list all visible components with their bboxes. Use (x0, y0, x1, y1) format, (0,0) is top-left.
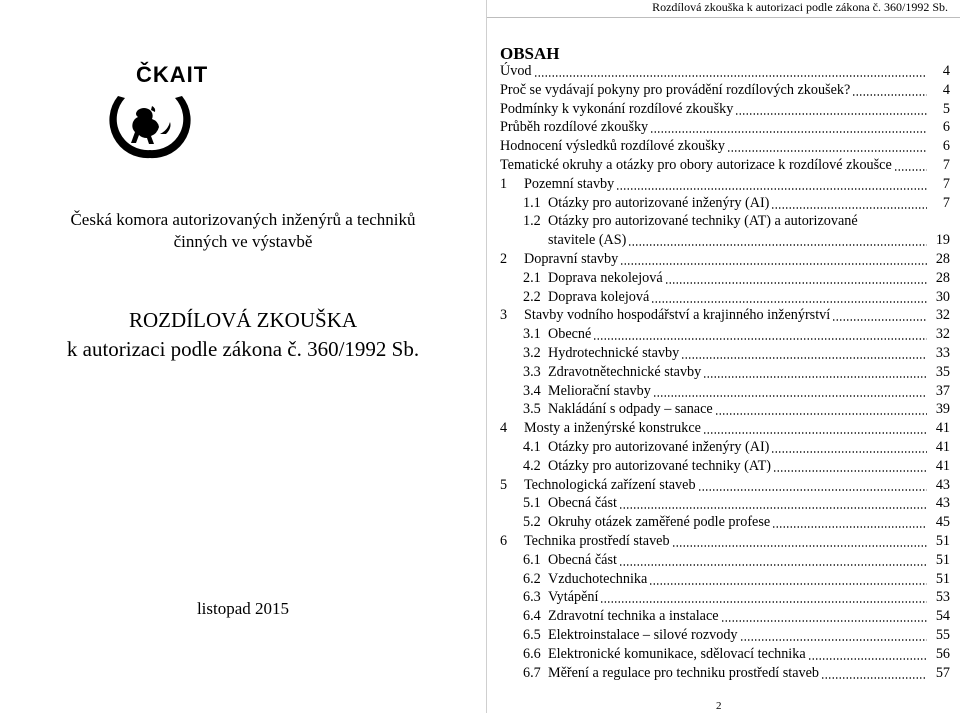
toc-dot-leader (616, 188, 927, 190)
toc-entry-title: Otázky pro autorizované techniky (AT) (548, 457, 771, 474)
toc-dot-leader (649, 583, 927, 585)
toc-heading: OBSAH (500, 44, 560, 63)
toc-entry-number: 3.1 (523, 326, 541, 343)
toc-entry[interactable] (500, 212, 950, 231)
toc-entry[interactable] (500, 532, 950, 551)
toc-entry[interactable] (500, 325, 950, 344)
toc-entry-page: 6 (942, 138, 950, 155)
toc-entry-title: Obecná část (548, 551, 617, 568)
toc-entry[interactable] (500, 175, 950, 194)
toc-entry-number: 5.2 (523, 514, 541, 531)
toc-entry-page: 6 (942, 119, 950, 136)
toc-dot-leader (681, 357, 927, 359)
toc-entry[interactable] (500, 194, 950, 213)
toc-entry[interactable] (500, 344, 950, 363)
toc-entry-number: 3.4 (523, 382, 541, 399)
toc-entry[interactable] (500, 363, 950, 382)
toc-entry-number: 3 (500, 307, 508, 324)
toc-dot-leader (672, 545, 927, 547)
toc-entry-title: Nakládání s odpady – sanace (548, 401, 713, 418)
toc-entry-title: Zdravotní technika a instalace (548, 608, 719, 625)
toc-dot-leader (620, 263, 927, 265)
toc-dot-leader (772, 526, 927, 528)
toc-entry-number: 3.2 (523, 344, 541, 361)
toc-entry[interactable] (500, 306, 950, 325)
toc-entry-page: 32 (935, 326, 950, 343)
toc-entry[interactable] (500, 250, 950, 269)
toc-entry-number: 4.1 (523, 438, 541, 455)
toc-entry-title: Doprava nekolejová (548, 269, 663, 286)
toc-entry-title: Úvod (500, 63, 532, 79)
toc-dot-leader (593, 338, 927, 340)
toc-dot-leader (894, 169, 927, 171)
toc-entry-page: 4 (942, 63, 950, 79)
running-header: Rozdílová zkouška k autorizaci podle zákona č. 360/1992 Sb. (652, 0, 948, 14)
toc-entry-page: 7 (942, 194, 950, 211)
header-rule (487, 17, 960, 18)
toc-dot-leader (703, 376, 927, 378)
document-title: ROZDÍLOVÁ ZKOUŠKA (128, 308, 358, 332)
toc-entry-number: 2.1 (523, 269, 541, 286)
ckait-lion-emblem-icon (108, 88, 192, 168)
toc-entry-page: 56 (935, 645, 950, 662)
toc-entry-title: Elektronické komunikace, sdělovací technika (548, 645, 806, 662)
toc-entry-title: Proč se vydávají pokyny pro provádění rozdílových zkoušek? (500, 81, 851, 98)
toc-entry[interactable] (500, 607, 950, 626)
toc-dot-leader (821, 677, 927, 679)
toc-entry-number: 2.2 (523, 288, 541, 305)
toc-entry-page: 51 (935, 532, 950, 549)
toc-entry-page: 55 (935, 626, 950, 643)
toc-dot-leader (727, 150, 927, 152)
toc-entry[interactable] (500, 288, 950, 307)
toc-entry-page: 51 (935, 570, 950, 587)
toc-dot-leader (619, 507, 927, 509)
toc-entry-page: 19 (935, 232, 950, 249)
toc-entry[interactable] (500, 231, 950, 250)
toc-dot-leader (665, 282, 927, 284)
toc-entry-page: 37 (935, 382, 950, 399)
toc-dot-leader (600, 601, 927, 603)
page-number: 2 (716, 700, 722, 712)
toc-entry-number: 4 (500, 420, 508, 437)
toc-entry-page: 4 (942, 81, 950, 98)
toc-entry-title: Zdravotnětechnické stavby (548, 363, 702, 380)
toc-dot-leader (832, 319, 927, 321)
toc-entry[interactable] (500, 81, 950, 100)
organization-line-2: činných ve výstavbě (173, 232, 313, 251)
toc-dot-leader (619, 564, 927, 566)
toc-entry-page: 43 (935, 476, 950, 493)
toc-entry[interactable] (500, 137, 950, 156)
toc-dot-leader (715, 413, 927, 415)
toc-entry-number: 3.5 (523, 401, 541, 418)
toc-entry-title: Mosty a inženýrské konstrukce (524, 420, 701, 437)
toc-entry[interactable] (500, 645, 950, 664)
toc-entry-title: Tematické okruhy a otázky pro obory autorizace k rozdílové zkoušce (500, 156, 892, 173)
toc-entry[interactable] (500, 570, 950, 589)
toc-entry[interactable] (500, 457, 950, 476)
toc-entry[interactable] (500, 588, 950, 607)
document-subtitle: k autorizaci podle zákona č. 360/1992 Sb. (66, 337, 420, 361)
toc-entry-page: 5 (942, 100, 950, 117)
toc-dot-leader (740, 639, 927, 641)
toc-entry-title: Hydrotechnické stavby (548, 344, 680, 361)
toc-entry-title: Vzduchotechnika (548, 570, 648, 587)
ckait-logo-text: ČKAIT (136, 62, 209, 87)
toc-dot-leader (721, 620, 927, 622)
toc-dot-leader (773, 470, 927, 472)
toc-entry[interactable] (500, 476, 950, 495)
organization-name (0, 209, 486, 253)
toc-entry-page: 7 (942, 156, 950, 173)
toc-entry-title: Hodnocení výsledků rozdílové zkoušky (500, 138, 725, 155)
toc-entry-page: 57 (935, 664, 950, 681)
toc-dot-leader (650, 131, 927, 133)
toc-entry[interactable] (500, 664, 950, 683)
toc-dot-leader (651, 301, 927, 303)
toc-entry-page: 51 (935, 551, 950, 568)
toc-entry[interactable] (500, 156, 950, 175)
toc-entry-title: Otázky pro autorizované inženýry (AI) (548, 438, 770, 455)
toc-entry[interactable] (500, 494, 950, 513)
toc-entry-number: 6.3 (523, 589, 541, 606)
toc-entry-page: 41 (935, 420, 950, 437)
toc-entry-page: 41 (935, 438, 950, 455)
toc-entry-page: 28 (935, 250, 950, 267)
toc-entry-title: Meliorační stavby (548, 382, 651, 399)
toc-entry-number: 6.6 (523, 645, 541, 662)
toc-entry-title: Okruhy otázek zaměřené podle profese (548, 514, 771, 531)
toc-entry-page: 32 (935, 307, 950, 324)
toc-dot-leader (628, 244, 927, 246)
page-divider (486, 0, 487, 713)
toc-entry-title: Doprava kolejová (548, 288, 650, 305)
toc-entry-title: Technika prostředí staveb (524, 532, 670, 549)
toc-entry-page: 41 (935, 457, 950, 474)
toc-dot-leader (698, 489, 927, 491)
toc-dot-leader (771, 207, 927, 209)
toc-entry-number: 6 (500, 532, 508, 549)
toc-entry-title: Obecné (548, 326, 592, 343)
toc-entry-page: 39 (935, 401, 950, 418)
toc-entry-title: Vytápění (548, 589, 599, 606)
toc-entry-page: 33 (935, 344, 950, 361)
toc-dot-leader (771, 451, 927, 453)
toc-dot-leader (852, 94, 927, 96)
toc-entry-number: 4.2 (523, 457, 541, 474)
toc-entry-title: Dopravní stavby (524, 250, 619, 267)
toc-entry-page: 54 (935, 608, 950, 625)
toc-entry[interactable] (500, 269, 950, 288)
toc-entry-number: 1.1 (523, 194, 541, 211)
toc-entry-page: 45 (935, 514, 950, 531)
toc-entry[interactable] (500, 551, 950, 570)
toc-entry-number: 5 (500, 476, 508, 493)
toc-entry-title: stavitele (AS) (548, 232, 627, 249)
toc-entry-number: 6.1 (523, 551, 541, 568)
toc-entry-title: Průběh rozdílové zkoušky (500, 119, 649, 136)
table-of-contents (500, 62, 950, 682)
toc-entry-number: 1.2 (523, 213, 541, 230)
toc-entry[interactable] (500, 100, 950, 119)
toc-entry-title: Technologická zařízení staveb (524, 476, 696, 493)
toc-entry-number: 6.2 (523, 570, 541, 587)
toc-entry[interactable] (500, 626, 950, 645)
toc-entry-number: 1 (500, 175, 508, 192)
toc-dot-leader (735, 113, 927, 115)
toc-entry-number: 2 (500, 250, 508, 267)
toc-entry-number: 3.3 (523, 363, 541, 380)
toc-entry-title: Elektroinstalace – silové rozvody (548, 626, 738, 643)
toc-entry-page: 53 (935, 589, 950, 606)
toc-dot-leader (703, 432, 927, 434)
toc-entry-page: 7 (942, 175, 950, 192)
toc-entry-page: 43 (935, 495, 950, 512)
toc-entry-title: Otázky pro autorizované techniky (AT) a autorizované (548, 213, 858, 230)
document-date: listopad 2015 (196, 599, 290, 618)
toc-entry[interactable] (500, 62, 950, 81)
toc-dot-leader (653, 395, 927, 397)
toc-entry-title: Stavby vodního hospodářství a krajinného inženýrství (524, 307, 831, 324)
toc-entry[interactable] (500, 438, 950, 457)
toc-dot-leader (808, 658, 927, 660)
toc-entry-page: 35 (935, 363, 950, 380)
toc-dot-leader (534, 75, 927, 77)
toc-entry-title: Otázky pro autorizované inženýry (AI) (548, 194, 770, 211)
toc-entry[interactable] (500, 419, 950, 438)
toc-entry-number: 6.4 (523, 608, 541, 625)
toc-entry-page: 30 (935, 288, 950, 305)
toc-entry-number: 5.1 (523, 495, 541, 512)
toc-entry-title: Obecná část (548, 495, 617, 512)
organization-line-1: Česká komora autorizovaných inženýrů a techniků (70, 210, 416, 229)
toc-entry-number: 6.7 (523, 664, 541, 681)
toc-entry-number: 6.5 (523, 626, 541, 643)
toc-entry-page: 28 (935, 269, 950, 286)
toc-entry[interactable] (500, 400, 950, 419)
toc-entry-title: Měření a regulace pro techniku prostředí staveb (548, 664, 820, 681)
toc-entry-title: Pozemní stavby (524, 175, 615, 192)
toc-entry[interactable] (500, 118, 950, 137)
toc-entry-title: Podmínky k vykonání rozdílové zkoušky (500, 100, 734, 117)
toc-entry[interactable] (500, 382, 950, 401)
toc-entry[interactable] (500, 513, 950, 532)
